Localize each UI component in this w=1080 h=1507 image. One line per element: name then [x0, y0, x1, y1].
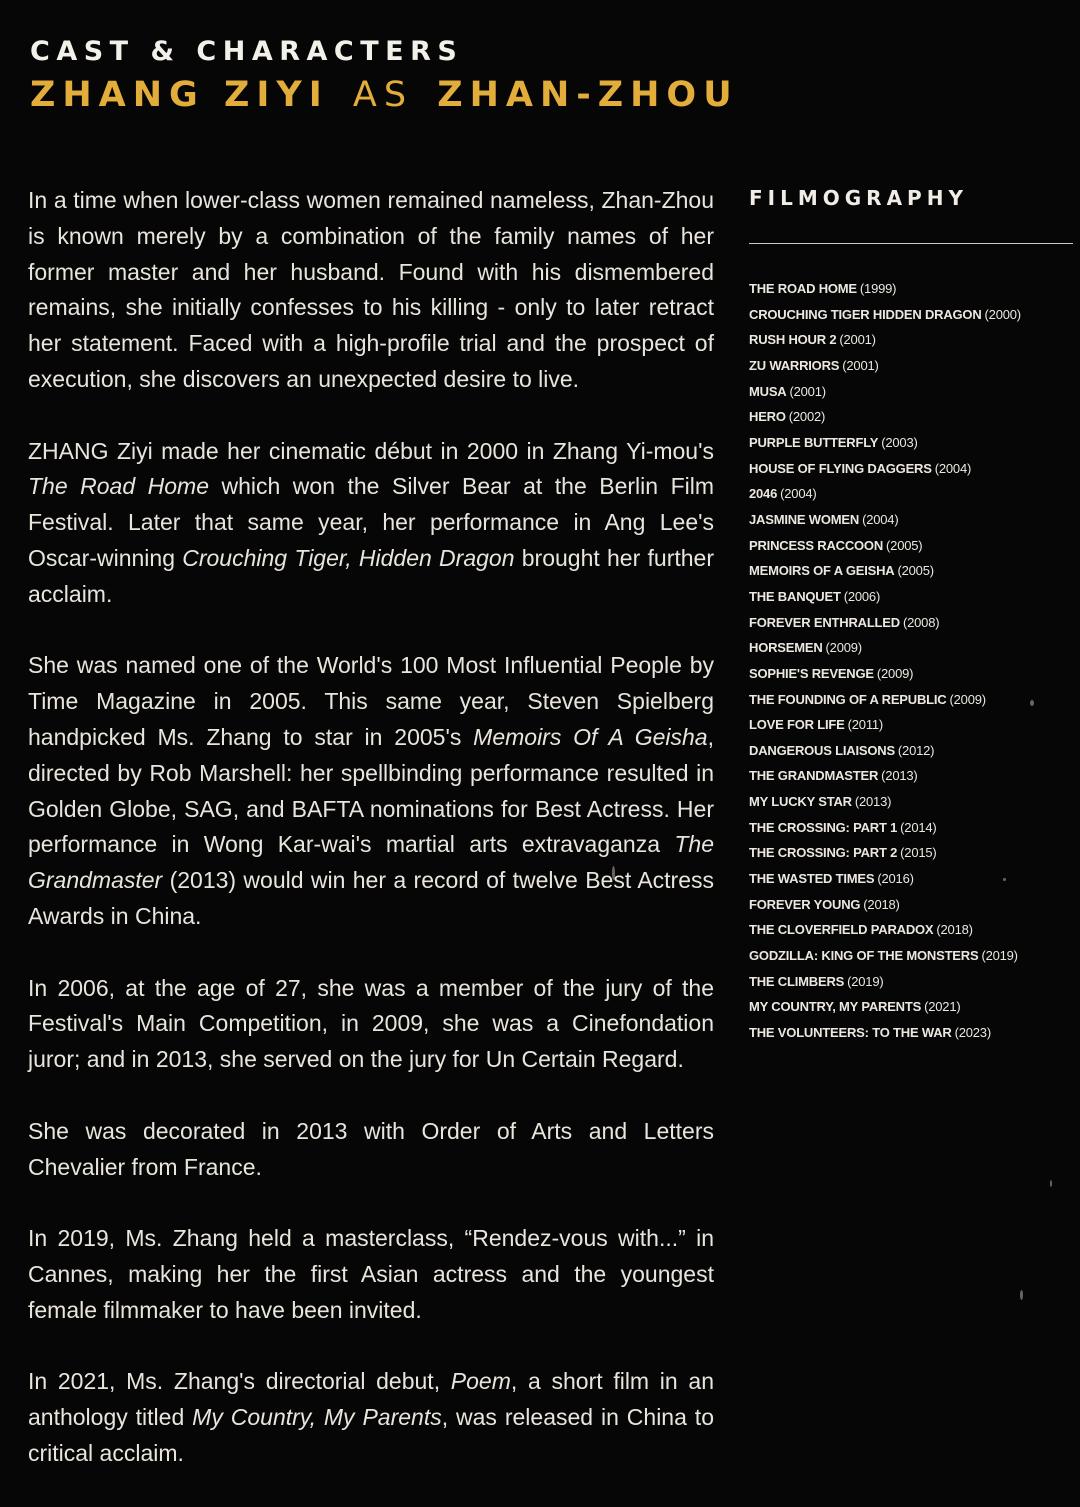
- film-title: MY LUCKY STAR: [749, 794, 852, 810]
- film-title: SOPHIE'S REVENGE: [749, 665, 874, 681]
- character-name: ZHAN-ZHOU: [437, 75, 739, 115]
- page-header: [30, 36, 739, 116]
- film-title: MUSA: [749, 383, 787, 399]
- film-title: THE FOUNDING OF A REPUBLIC: [749, 691, 947, 707]
- film-title-italic: The Road Home: [28, 473, 209, 500]
- filmography-item: [749, 533, 1075, 559]
- filmography-heading: FILMOGRAPHY: [749, 186, 968, 210]
- film-title: 2046: [749, 486, 778, 502]
- film-year: (2023): [954, 1025, 991, 1041]
- film-year: (2019): [981, 948, 1018, 964]
- film-year: (2000): [984, 306, 1021, 322]
- bio-paragraph: [28, 183, 714, 398]
- film-year: (2013): [854, 794, 892, 810]
- film-year: (2018): [936, 922, 973, 938]
- filmography-panel: [749, 183, 1075, 1046]
- film-title: THE VOLUNTEERS: TO THE WAR: [749, 1025, 952, 1041]
- filmography-item: [749, 456, 1075, 482]
- filmography-item: [749, 840, 1075, 866]
- film-year: (2001): [839, 332, 876, 348]
- filmography-item: [749, 430, 1075, 456]
- bio-paragraph: [28, 1364, 714, 1471]
- filmography-item: [749, 635, 1075, 661]
- film-title: GODZILLA: KING OF THE MONSTERS: [749, 948, 979, 964]
- filmography-item: [749, 969, 1075, 995]
- bio-paragraph: [28, 971, 714, 1078]
- film-year: (2014): [900, 819, 937, 835]
- film-title: CROUCHING TIGER HIDDEN DRAGON: [749, 306, 982, 322]
- filmography-item: [749, 610, 1075, 636]
- bio-text: (2013) would win her a record of twelve Best Actress Awards in China.: [28, 867, 714, 929]
- filmography-item: [749, 789, 1075, 815]
- filmography-item: [749, 738, 1075, 764]
- film-title: ZU WARRIORS: [749, 357, 840, 373]
- film-title: LOVE FOR LIFE: [749, 717, 845, 733]
- filmography-item: [749, 276, 1075, 302]
- filmography-item: [749, 558, 1075, 584]
- film-year: (2009): [949, 691, 986, 707]
- film-year: (2011): [847, 717, 884, 733]
- film-title: THE CLOVERFIELD PARADOX: [749, 922, 934, 938]
- film-year: (2016): [877, 871, 914, 887]
- filmography-item: [749, 815, 1075, 841]
- film-year: (1999): [859, 281, 897, 296]
- film-title: THE CROSSING: PART 2: [749, 845, 898, 861]
- film-title: MY COUNTRY, MY PARENTS: [749, 999, 922, 1015]
- filmography-item: [749, 687, 1075, 713]
- film-title: FOREVER YOUNG: [749, 896, 861, 912]
- film-title: THE BANQUET: [749, 588, 841, 604]
- filmography-item: [749, 892, 1075, 918]
- bio-text: , was released in China to critical acclaim.: [28, 1404, 714, 1466]
- bio-paragraph: [28, 1114, 714, 1186]
- film-year: (2008): [902, 614, 940, 630]
- title-connector: AS: [352, 75, 414, 115]
- filmography-item: [749, 481, 1075, 507]
- film-title: THE CLIMBERS: [749, 973, 845, 989]
- bio-text: In 2006, at the age of 27, she was a member of the jury of the Festival's Main Competition, in 2009, she was a Cinefondation juror; and in 2013, she served on the jury for Un Certain Regard.: [28, 974, 714, 1073]
- film-title: HORSEMEN: [749, 640, 823, 656]
- filmography-divider: [749, 243, 1073, 244]
- page-title: [30, 74, 739, 116]
- film-title: HOUSE OF FLYING DAGGERS: [749, 460, 932, 476]
- film-year: (2001): [789, 383, 826, 399]
- filmography-item: [749, 917, 1075, 943]
- film-year: (2005): [886, 537, 923, 553]
- filmography-item: [749, 353, 1075, 379]
- film-year: (2015): [900, 845, 937, 861]
- bio-text: In 2021, Ms. Zhang's directorial debut,: [28, 1368, 451, 1395]
- film-title: THE WASTED TIMES: [749, 871, 875, 887]
- film-year: (2004): [934, 460, 972, 476]
- filmography-item: [749, 866, 1075, 892]
- filmography-item: [749, 327, 1075, 353]
- bio-text: , a short film in an anthology titled: [28, 1368, 714, 1431]
- film-title: PRINCESS RACCOON: [749, 537, 884, 553]
- film-title-italic: My Country, My Parents: [192, 1404, 442, 1431]
- film-year: (2005): [897, 563, 934, 579]
- filmography-item: [749, 404, 1075, 430]
- film-year: (2009): [825, 640, 862, 656]
- film-title-italic: Crouching Tiger, Hidden Dragon: [182, 544, 515, 571]
- film-title: HERO: [749, 409, 786, 425]
- filmography-item: [749, 584, 1075, 610]
- section-kicker: CAST & CHARACTERS: [30, 36, 464, 67]
- filmography-item: [749, 712, 1075, 738]
- filmography-item: [749, 943, 1075, 969]
- filmography-item: [749, 507, 1075, 533]
- biography: [28, 183, 714, 1507]
- film-title: PURPLE BUTTERFLY: [749, 434, 879, 450]
- filmography-item: [749, 379, 1075, 405]
- film-year: (2001): [842, 357, 879, 373]
- film-year: (2006): [843, 588, 881, 604]
- film-year: (2012): [897, 742, 935, 758]
- film-year: (2018): [863, 896, 900, 912]
- filmography-item: [749, 763, 1075, 789]
- bio-text: In a time when lower-class women remained nameless, Zhan-Zhou is known merely by a combination of the family names of her former master and her husband. Found with his dismembered remains, she initially confesses to his killing - only to later retract her statement. Faced with a high-profile trial and the prospect of execution, she discovers an unexpected desire to live.: [28, 187, 714, 392]
- bio-text: , directed by Rob Marshell: her spellbinding performance resulted in Golden Globe, SAG, and BAFTA nominations for Best Actress. Her performance in Wong Kar-wai's martial arts extravaganza: [28, 723, 714, 858]
- bio-text: which won the Silver Bear at the Berlin Film Festival. Later that same year, her performance in Ang Lee's Oscar-winning: [28, 473, 714, 571]
- bio-text: ZHANG Ziyi made her cinematic début in 2000 in Zhang Yi-mou's: [28, 437, 714, 464]
- filmography-item: [749, 661, 1075, 687]
- film-title: THE CROSSING: PART 1: [749, 819, 898, 835]
- filmography-list: [749, 276, 1075, 1046]
- film-year: (2009): [876, 665, 914, 681]
- film-title: MEMOIRS OF A GEISHA: [749, 563, 895, 579]
- background-speck: [1020, 1290, 1023, 1300]
- film-title-italic: The Grandmaster: [28, 831, 714, 894]
- filmography-item: [749, 302, 1075, 328]
- background-speck: [1050, 1180, 1052, 1187]
- film-year: (2003): [881, 434, 918, 450]
- film-title: DANGEROUS LIAISONS: [749, 742, 895, 758]
- film-title-italic: Poem: [450, 1368, 511, 1395]
- actor-name: ZHANG ZIYI: [30, 75, 329, 115]
- filmography-item: [749, 994, 1075, 1020]
- film-year: (2004): [780, 486, 817, 502]
- bio-text: She was decorated in 2013 with Order of Arts and Letters Chevalier from France.: [28, 1117, 714, 1180]
- filmography-item: [749, 1020, 1075, 1046]
- film-year: (2002): [788, 409, 826, 425]
- bio-paragraph: [28, 1221, 714, 1328]
- bio-paragraph: [28, 434, 714, 613]
- film-year: (2021): [924, 999, 961, 1015]
- film-title-italic: Memoirs Of A Geisha: [473, 723, 708, 750]
- bio-text: She was named one of the World's 100 Most Influential People by Time Magazine in 2005. This same year, Steven Spielberg handpicked Ms. Zhang to star in 2005's: [28, 652, 714, 750]
- film-year: (2019): [847, 973, 884, 989]
- film-title: THE GRANDMASTER: [749, 768, 879, 784]
- film-title: FOREVER ENTHRALLED: [749, 614, 900, 630]
- bio-paragraph: [28, 648, 714, 934]
- film-title: THE ROAD HOME: [749, 281, 857, 296]
- film-title: JASMINE WOMEN: [749, 511, 860, 527]
- film-title: RUSH HOUR 2: [749, 332, 837, 348]
- film-year: (2004): [862, 511, 899, 527]
- film-year: (2013): [881, 768, 918, 784]
- bio-text: brought her further acclaim.: [28, 544, 714, 607]
- bio-text: In 2019, Ms. Zhang held a masterclass, “Rendez-vous with...” in Cannes, making her the first Asian actress and the youngest female filmmaker to have been invited.: [28, 1225, 714, 1323]
